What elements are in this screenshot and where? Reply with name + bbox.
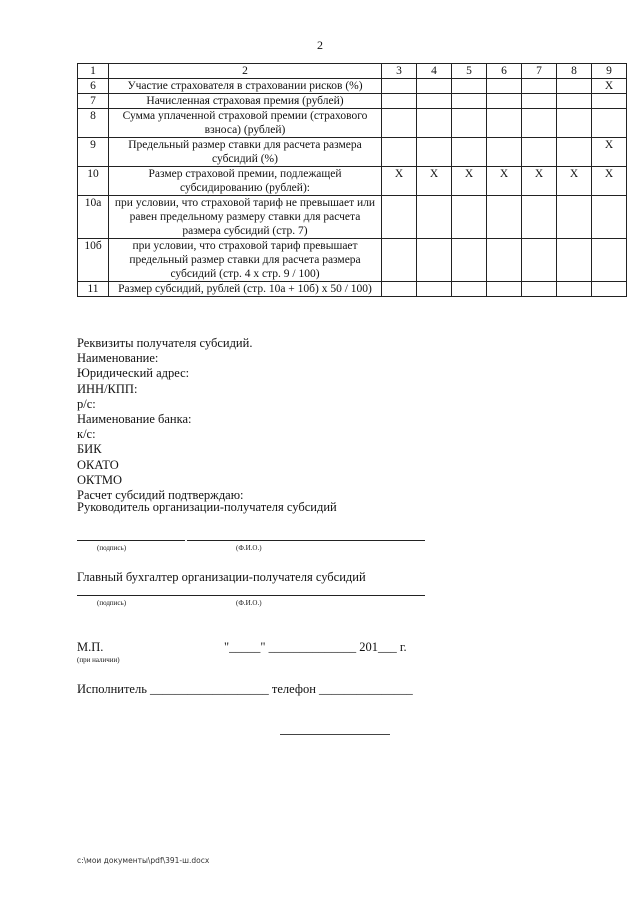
row-number: 8 (78, 109, 109, 138)
table-cell: X (417, 167, 452, 196)
table-cell (557, 282, 592, 297)
head-fio-line (187, 540, 425, 541)
details-bank: Наименование банка: (77, 412, 192, 427)
table-cell (592, 94, 627, 109)
table-cell (522, 239, 557, 282)
row-number: 10б (78, 239, 109, 282)
table-cell (522, 138, 557, 167)
table-cell (487, 239, 522, 282)
row-number: 6 (78, 79, 109, 94)
details-confirm: Расчет субсидий подтверждаю: (77, 488, 244, 503)
row-number: 9 (78, 138, 109, 167)
details-heading: Реквизиты получателя субсидий. (77, 336, 253, 350)
table-cell (487, 196, 522, 239)
details-inn: ИНН/КПП: (77, 381, 138, 396)
table-cell (592, 109, 627, 138)
table-header-cell: 6 (487, 64, 522, 79)
recipient-details (77, 336, 252, 503)
table-cell (592, 196, 627, 239)
row-number: 10а (78, 196, 109, 239)
table-cell (452, 109, 487, 138)
table-cell (417, 109, 452, 138)
head-title: Руководитель организации-получателя субсидий (77, 500, 337, 514)
stamp-note: (при наличии) (77, 656, 120, 664)
table-cell (592, 282, 627, 297)
table-cell: X (487, 167, 522, 196)
table-header-cell: 2 (109, 64, 382, 79)
file-path: c:\мои документы\pdf\391-ш.docx (77, 856, 210, 865)
table-cell (417, 94, 452, 109)
table-cell (557, 138, 592, 167)
chief-sign-caption: (подпись) (97, 599, 127, 607)
head-signature-line (77, 540, 185, 541)
row-number: 10 (78, 167, 109, 196)
row-number: 7 (78, 94, 109, 109)
table-row (78, 109, 627, 138)
table-cell (487, 94, 522, 109)
performer-line: Исполнитель ___________________ телефон _______________ (77, 682, 413, 696)
table-cell (557, 79, 592, 94)
table-cell (382, 239, 417, 282)
chief-accountant-title: Главный бухгалтер организации-получателя субсидий (77, 570, 366, 584)
table-header-cell: 3 (382, 64, 417, 79)
table-cell: X (592, 79, 627, 94)
table-cell: X (382, 167, 417, 196)
date-line: "_____" ______________ 201___ г. (224, 640, 407, 654)
table-cell: X (592, 138, 627, 167)
table-cell (487, 138, 522, 167)
table-cell (417, 282, 452, 297)
table-cell (522, 94, 557, 109)
table-header-cell: 4 (417, 64, 452, 79)
table-row (78, 94, 627, 109)
table-cell (417, 138, 452, 167)
details-address: Юридический адрес: (77, 366, 190, 381)
row-description: Предельный размер ставки для расчета размера субсидий (%) (109, 138, 382, 167)
table-cell (382, 282, 417, 297)
table-cell (557, 94, 592, 109)
table-cell (452, 94, 487, 109)
table-cell (557, 196, 592, 239)
table-cell (487, 109, 522, 138)
subsidy-calculation-table (77, 63, 627, 297)
table-cell: X (452, 167, 487, 196)
details-bik: БИК (77, 442, 102, 457)
table-cell (452, 196, 487, 239)
table-cell (417, 239, 452, 282)
table-cell (417, 196, 452, 239)
table-header-row (78, 64, 627, 79)
row-description: Участие страхователя в страховании рисков (%) (109, 79, 382, 94)
stamp-place: М.П. (77, 640, 104, 654)
table-header-cell: 5 (452, 64, 487, 79)
details-okato: ОКАТО (77, 457, 119, 472)
head-fio-caption: (Ф.И.О.) (236, 544, 262, 552)
table-header-cell: 7 (522, 64, 557, 79)
table-cell (452, 282, 487, 297)
table-cell (417, 79, 452, 94)
details-oktmo: ОКТМО (77, 472, 122, 487)
chief-signature-line (77, 595, 425, 596)
details-corr-account: к/с: (77, 427, 96, 442)
page-number: 2 (317, 38, 323, 52)
table-row (78, 282, 627, 297)
row-description: при условии, что страховой тариф не превышает или равен предельному размеру ставки для расчета размера субсидий (стр. 7) (109, 196, 382, 239)
table-cell (557, 109, 592, 138)
table-row (78, 138, 627, 167)
table-cell (382, 196, 417, 239)
row-description: Сумма уплаченной страховой премии (страхового взноса) (рублей) (109, 109, 382, 138)
table-row (78, 239, 627, 282)
table-cell (452, 138, 487, 167)
chief-fio-caption: (Ф.И.О.) (236, 599, 262, 607)
row-description: Размер субсидий, рублей (стр. 10а + 10б) x 50 / 100) (109, 282, 382, 297)
table-cell (522, 79, 557, 94)
table-cell (592, 239, 627, 282)
table-cell: X (592, 167, 627, 196)
table-cell: X (557, 167, 592, 196)
table-cell (522, 282, 557, 297)
table-cell (382, 79, 417, 94)
table-cell (522, 109, 557, 138)
closing-rule (280, 734, 390, 735)
table-cell (452, 239, 487, 282)
details-name: Наименование: (77, 351, 159, 366)
table-row (78, 196, 627, 239)
table-cell (452, 79, 487, 94)
row-description: при условии, что страховой тариф превышает предельный размер ставки для расчета размера субсидий (стр. 4 x стр. 9 / 100) (109, 239, 382, 282)
table-header-cell: 1 (78, 64, 109, 79)
table-cell (382, 138, 417, 167)
row-description: Размер страховой премии, подлежащей субсидированию (рублей): (109, 167, 382, 196)
row-number: 11 (78, 282, 109, 297)
table-header-cell: 9 (592, 64, 627, 79)
table-header-cell: 8 (557, 64, 592, 79)
table-cell (487, 79, 522, 94)
table-cell (382, 94, 417, 109)
table-cell (382, 109, 417, 138)
table-cell (522, 196, 557, 239)
table-cell: X (522, 167, 557, 196)
row-description: Начисленная страховая премия (рублей) (109, 94, 382, 109)
details-account: р/с: (77, 396, 96, 411)
head-sign-caption: (подпись) (97, 544, 127, 552)
table-row (78, 79, 627, 94)
table-cell (487, 282, 522, 297)
table-cell (557, 239, 592, 282)
table-row (78, 167, 627, 196)
